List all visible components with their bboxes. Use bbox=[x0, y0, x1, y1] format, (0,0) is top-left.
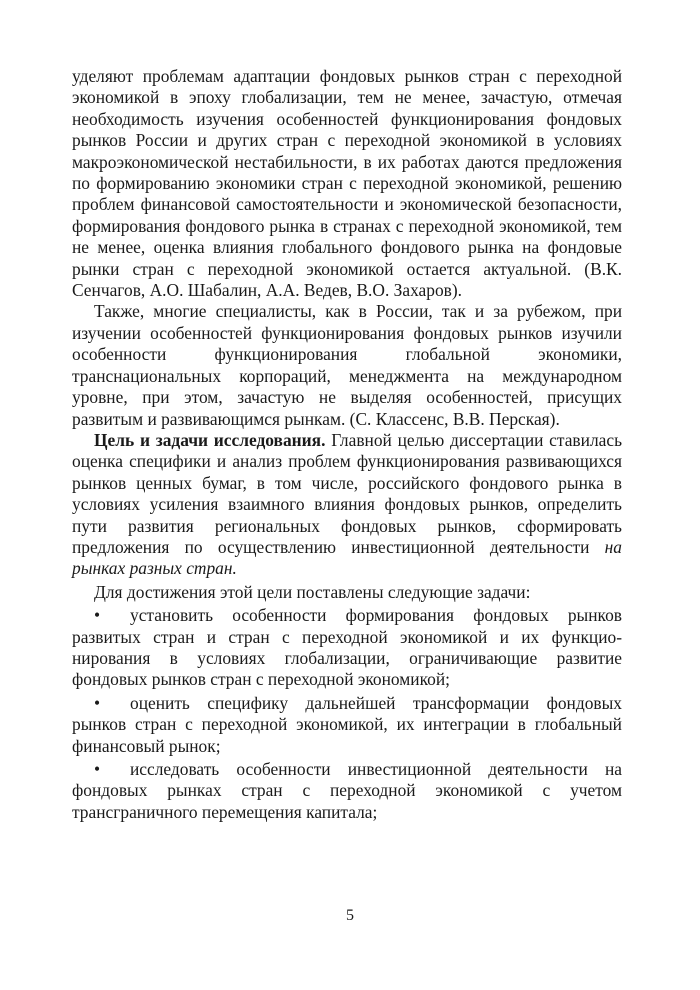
list-item bbox=[72, 693, 622, 757]
goal-text-italic: на рынках разных стран. bbox=[72, 536, 622, 579]
paragraph-tasks-intro: Для достижения этой цели поставлены следующие задачи: bbox=[94, 581, 531, 602]
body-text bbox=[72, 66, 622, 823]
list-item-text: исследовать особенности инвестиционной деятельности на фондовых рынках стран с переходной экономикой с учетом трансграничного перемещения капитала; bbox=[72, 759, 622, 822]
list-item-text: установить особенности формирования фондовых рынков развитых стран и стран с переходной экономикой и их функционирования в условиях глобализации, ограничивающие развитие фондовых рынков стран с переходной экономикой; bbox=[72, 605, 622, 690]
list-item-text: оценить специфику дальнейшей трансформации фондовых рынков стран с переходной экономикой, их интеграции в глобальный финансовый рынок; bbox=[72, 692, 622, 756]
goal-text: Главной целью диссертации ставилась оценка специфики и анализ проблем функционирования развивающихся рынков ценных бумаг, в том числе, российского фондового рынка в условиях усиления взаимного влияния фондовых рынков, определить пути развития региональных фондовых рынков, сформировать предложения по осуществлению инвестиционной деятельности bbox=[72, 429, 622, 557]
paragraph-goal bbox=[72, 430, 622, 580]
list-item bbox=[72, 759, 622, 823]
paragraph-continuation: уделяют проблемам адаптации фондовых рынков стран с переходной экономикой в эпоху глобализации, тем не менее, зачастую, отмечая необходимость изучения особенностей функционирования фондовых рынков России и других стран с переходной экономикой в условиях макроэкономической нестабильности, в их работах даются предложения по формированию экономики стран с переходной экономикой, решению проблем финансовой самостоятельности и экономической безопасности, формирования фондового рынка в странах с переходной экономикой, тем не менее, оценка влияния глобального фондового рынка на фондовые рынки стран с переходной экономикой остается актуальной. (В.К. Сенчагов, А.О. Шабалин, А.А. Ведев, В.О. Захаров). bbox=[72, 66, 622, 301]
bullet-icon: • bbox=[94, 692, 101, 713]
section-heading-goals: Цель и задачи исследования. bbox=[94, 429, 326, 450]
bullet-icon: • bbox=[94, 605, 101, 626]
bullet-icon: • bbox=[94, 759, 101, 779]
list-item bbox=[72, 605, 622, 691]
page-number: 5 bbox=[346, 907, 354, 924]
paragraph-literature-review: Также, многие специалисты, как в России, так и за рубежом, при изучении особенностей функционирования фондовых рынков изучили особенности функционирования глобальной экономики, транснациональных корпораций, менеджмента на международном уровне, при этом, зачастую не выделяя особенностей, присущих развитым и развивающимся рынкам. (С. Классенс, В.В. Перская). bbox=[72, 301, 622, 429]
